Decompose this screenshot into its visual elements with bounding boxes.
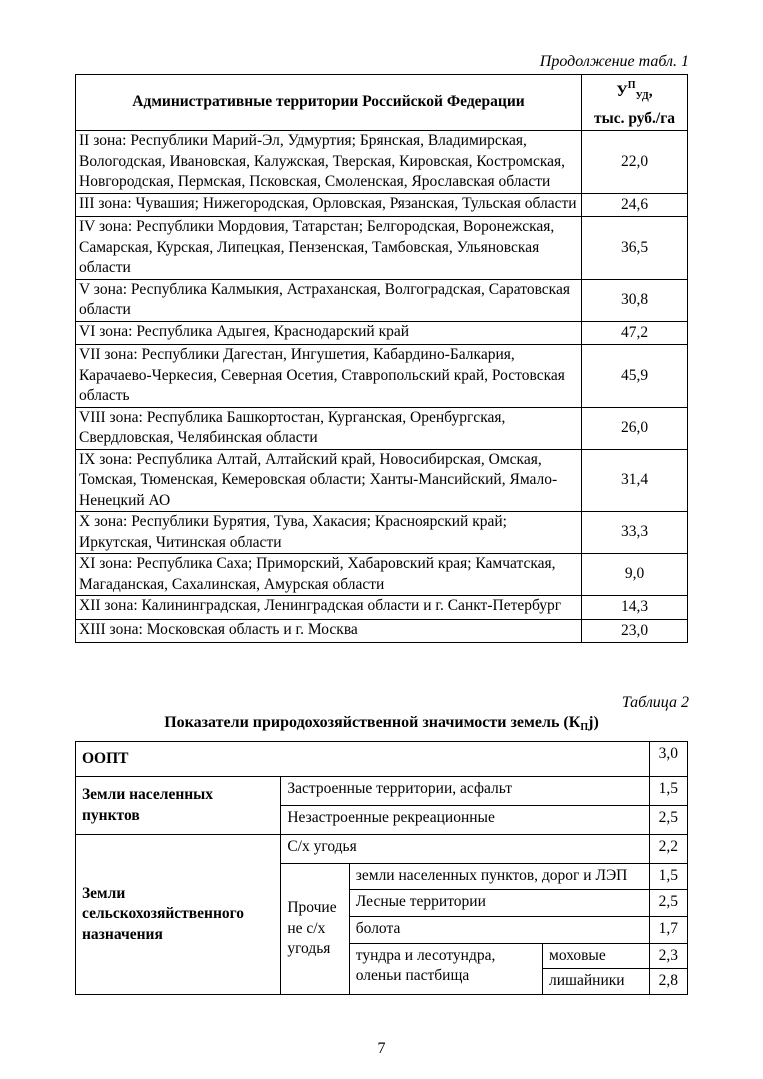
settlements-row-label: Застроенные территории, асфальт: [281, 777, 649, 806]
territory-row: [76, 345, 688, 408]
territory-row: [76, 193, 688, 217]
zone-value: 45,9: [582, 345, 688, 408]
agricultural-label: Земли сельскохозяйственного назначения: [76, 835, 281, 995]
other-land-label: земли населенных пунктов, дорог и ЛЭП: [349, 864, 649, 890]
table2-title-main: Показатели природохозяйственной значимости земель (К: [164, 714, 581, 731]
territory-row: [76, 512, 688, 554]
territory-table-body: [76, 131, 688, 643]
zone-value: 24,6: [582, 193, 688, 217]
zone-description: IV зона: Республики Мордовия, Татарстан; Белгородская, Воронежская, Самарская, Курская, Липецкая, Пензенская, Тамбовская, Ульяновская области: [76, 217, 582, 280]
tundra-row-label: лишайники: [543, 969, 650, 995]
zone-value: 33,3: [582, 512, 688, 554]
other-land-value: 2,5: [649, 889, 687, 916]
zone-description: IX зона: Республика Алтай, Алтайский край, Новосибирская, Омская, Томская, Тюменская, Кемеровская области; Ханты-Мансийский, Ямало-Ненецкий АО: [76, 449, 582, 512]
other-lands-label: Прочие не с/х угодья: [281, 864, 349, 995]
zone-description: V зона: Республика Калмыкия, Астраханская, Волгоградская, Саратовская области: [76, 279, 582, 321]
zone-description: VIII зона: Республика Башкортостан, Курганская, Оренбургская, Свердловская, Челябинская области: [76, 407, 582, 449]
territory-row: [76, 131, 688, 194]
table2-title-sub: П: [580, 722, 589, 733]
header-value-symbol: У: [616, 83, 628, 100]
territory-row: [76, 619, 688, 643]
settlements-row-label: Незастроенные рекреационные: [281, 806, 649, 835]
zone-description: VII зона: Республики Дагестан, Ингушетия, Кабардино-Балкария, Карачаево-Черкесия, Северная Осетия, Ставропольский край, Ростовская область: [76, 345, 582, 408]
table2-caption: Таблица 2: [621, 694, 689, 711]
header-value-comma: ,: [648, 83, 653, 100]
zone-description: VI зона: Республика Адыгея, Краснодарский край: [76, 321, 582, 345]
zone-description: II зона: Республики Марий-Эл, Удмуртия; Брянская, Владимирская, Вологодская, Ивановская, Калужская, Тверская, Кировская, Костромская, Новгородская, Пермская, Псковская, Смоленская, Ярославская области: [76, 131, 582, 194]
land-significance-table: [75, 741, 688, 995]
zone-value: 26,0: [582, 407, 688, 449]
territory-row: [76, 449, 688, 512]
column-header-territory: Административные территории Российской Федерации: [76, 75, 582, 131]
zone-value: 9,0: [582, 554, 688, 596]
oopt-label: ООПТ: [76, 742, 650, 777]
tundra-row-value: 2,3: [649, 943, 687, 969]
tundra-label: тундра и лесотундра, оленьи пастбища: [349, 943, 542, 994]
other-land-value: 1,5: [649, 864, 687, 890]
farmland-label: С/х угодья: [281, 835, 649, 864]
other-land-value: 1,7: [649, 916, 687, 943]
farmland-value: 2,2: [649, 835, 687, 864]
settlements-row-value: 2,5: [649, 806, 687, 835]
territory-row: [76, 217, 688, 280]
territory-row: [76, 279, 688, 321]
page-number: 7: [377, 1040, 386, 1057]
territory-row: [76, 407, 688, 449]
header-value-sub: УД: [635, 91, 649, 102]
column-header-value: [582, 75, 688, 131]
header-value-unit: тыс. руб./га: [593, 110, 676, 127]
continuation-caption: Продолжение табл. 1: [539, 53, 689, 70]
other-land-label: Лесные территории: [349, 889, 649, 916]
territory-cost-table: [75, 74, 688, 643]
territory-row: [76, 596, 688, 620]
zone-value: 36,5: [582, 217, 688, 280]
zone-description: III зона: Чувашия; Нижегородская, Орловская, Рязанская, Тульская области: [76, 193, 582, 217]
territory-row: [76, 321, 688, 345]
zone-description: XII зона: Калининградская, Ленинградская области и г. Санкт-Петербург: [76, 596, 582, 620]
zone-value: 22,0: [582, 131, 688, 194]
header-value-sup: П: [627, 80, 636, 91]
zone-description: X зона: Республики Бурятия, Тува, Хакасия; Красноярский край; Иркутская, Читинская области: [76, 512, 582, 554]
zone-value: 23,0: [582, 619, 688, 643]
territory-row: [76, 554, 688, 596]
other-land-label: болота: [349, 916, 649, 943]
table2-title: [0, 714, 763, 733]
table2-title-tail: j): [588, 714, 599, 731]
zone-value: 30,8: [582, 279, 688, 321]
oopt-value: 3,0: [649, 742, 687, 777]
zone-description: XIII зона: Московская область и г. Москва: [76, 619, 582, 643]
zone-description: XI зона: Республика Саха; Приморский, Хабаровский края; Камчатская, Магаданская, Сахалинская, Амурская области: [76, 554, 582, 596]
settlements-row-value: 1,5: [649, 777, 687, 806]
zone-value: 31,4: [582, 449, 688, 512]
settlements-label: Земли населенных пунктов: [76, 777, 281, 835]
tundra-row-label: моховые: [543, 943, 650, 969]
zone-value: 47,2: [582, 321, 688, 345]
tundra-row-value: 2,8: [649, 969, 687, 995]
zone-value: 14,3: [582, 596, 688, 620]
